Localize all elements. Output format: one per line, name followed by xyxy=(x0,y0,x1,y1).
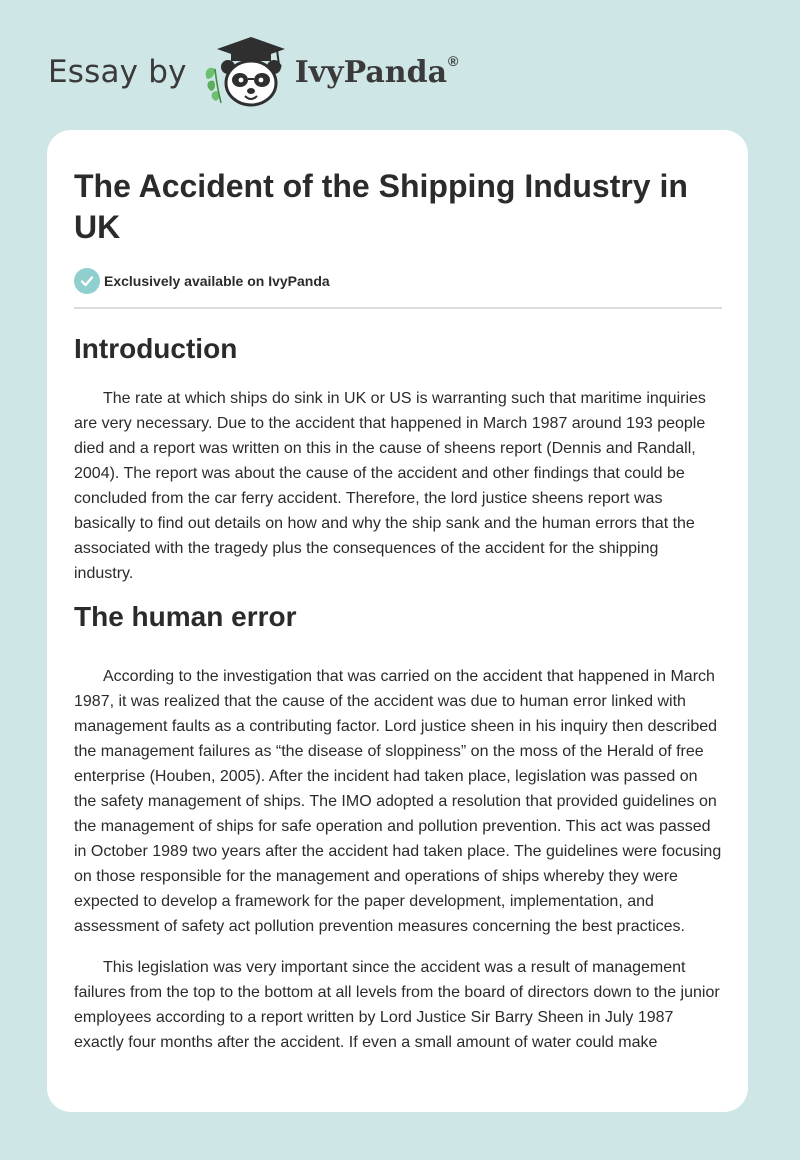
registered-mark: ® xyxy=(448,52,459,69)
divider xyxy=(74,307,722,309)
site-header xyxy=(48,34,458,110)
article-card xyxy=(47,130,748,1112)
exclusive-badge xyxy=(74,268,722,294)
section-heading-human-error: The human error xyxy=(74,601,297,632)
paragraph: The rate at which ships do sink in UK or US is warranting such that maritime inquiries are very necessary. Due to the accident that happened in March 1987 around 193 people died and a report was written on this in the cause of sheens report (Dennis and Randall, 2004). The report was about the cause of the accident and other findings that could be concluded from the car ferry accident. Therefore, the lord justice sheens report was basically to find out details on how and why the ship sank and the human errors that the associated with the tragedy plus the consequences of the accident for the shipping industry. xyxy=(74,390,706,582)
brand-name xyxy=(294,52,459,90)
panda-graduate-logo-icon xyxy=(201,35,287,109)
essay-by-label: Essay by xyxy=(48,54,187,90)
check-circle-icon xyxy=(74,268,100,294)
brand-text: IvyPanda xyxy=(294,54,448,90)
paragraph: This legislation was very important since the accident was a result of management failures from the top to the bottom at all levels from the board of directors down to the junior employees according to a report written by Lord Justice Sir Barry Sheen in July 1987 exactly four months after the accident. If even a small amount of water could make xyxy=(74,959,720,1051)
exclusive-badge-text: Exclusively available on IvyPanda xyxy=(104,273,330,289)
paragraph: According to the investigation that was carried on the accident that happened in March 1987, it was realized that the cause of the accident was due to human error linked with management faults as a contributing factor. Lord justice sheen in his inquiry then described the management failures as “the disease of sloppiness” on the moss of the Herald of free enterprise (Houben, 2005). After the incident had taken place, legislation was passed on the safety management of ships. The IMO adopted a resolution that provided guidelines on the management of ships for safe operation and pollution prevention. This act was passed in October 1989 two years after the accident had taken place. The guidelines were focusing on those responsible for the management and operations of ships whereby they were expected to develop a framework for the paper development, implementation, and assessment of safety act pollution prevention measures concerning the best practices. xyxy=(74,668,722,935)
article-title: The Accident of the Shipping Industry in UK xyxy=(74,168,688,245)
section-heading-introduction: Introduction xyxy=(74,333,238,364)
